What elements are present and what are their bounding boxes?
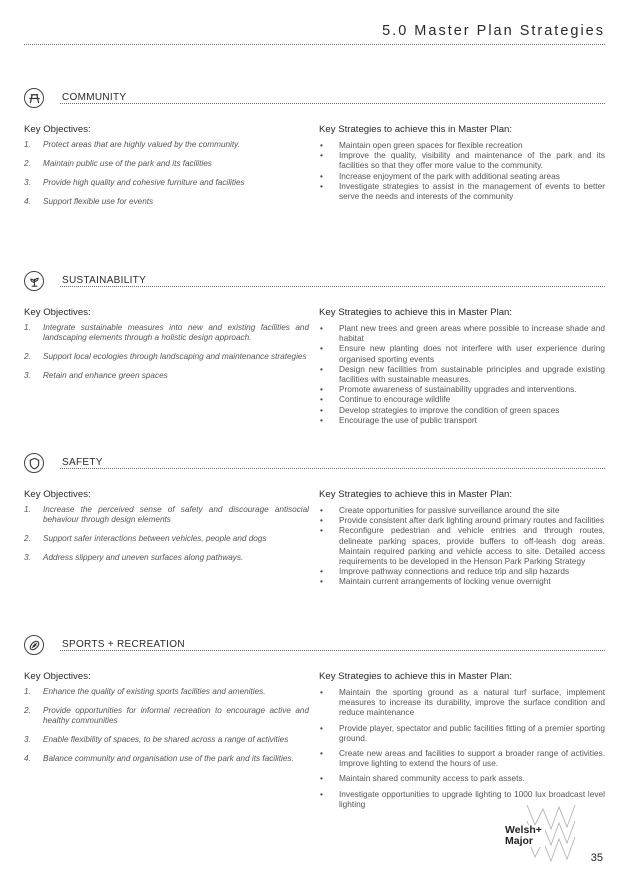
- brand-logo: [505, 803, 585, 863]
- strategy-item: • Provide consistent after dark lighting around primary routes and facilities: [319, 515, 605, 525]
- strategy-item: • Maintain shared community access to park assets.: [319, 773, 605, 783]
- strategies-column: [319, 489, 605, 587]
- objective-item: 3. Enable flexibility of spaces, to be shared across a range of activities: [24, 735, 289, 744]
- strategies-heading: Key Strategies to achieve this in Master Plan:: [319, 124, 513, 135]
- objectives-heading: Key Objectives:: [24, 671, 91, 682]
- section-sustainability: [24, 271, 605, 425]
- objectives-column: [24, 124, 309, 216]
- strategies-column: [319, 671, 605, 814]
- strategy-item: • Investigate opportunities to upgrade lighting to 1000 lux broadcast level lighting: [319, 789, 605, 809]
- section-header: [24, 88, 605, 112]
- objective-item: 1. Enhance the quality of existing sports facilities and amenities.: [24, 687, 266, 696]
- strategies-heading: Key Strategies to achieve this in Master Plan:: [319, 307, 513, 318]
- strategy-item: • Create new areas and facilities to support a broader range of activities. Improve lighting to extend the hours of use.: [319, 748, 605, 768]
- section-header: [24, 453, 605, 477]
- objective-item: 1. Increase the perceived sense of safety and discourage antisocial behaviour through design elements: [24, 505, 309, 524]
- page-number: 35: [590, 852, 603, 864]
- leaf-icon: [24, 271, 44, 291]
- objectives-column: [24, 489, 309, 572]
- strategy-item: • Plant new trees and green areas where possible to increase shade and habitat: [319, 323, 605, 343]
- strategies-column: [319, 307, 605, 425]
- objective-item: 3. Retain and enhance green spaces: [24, 371, 168, 380]
- shield-icon: [24, 453, 44, 473]
- section-safety: [24, 453, 605, 587]
- section-title: SPORTS + RECREATION: [62, 639, 185, 650]
- page-header: [24, 22, 605, 45]
- strategy-item: • Provide player, spectator and public facilities fitting of a premier sporting ground.: [319, 723, 605, 743]
- section-divider: [60, 650, 605, 651]
- objective-item: 4. Balance community and organisation use of the park and its facilities.: [24, 754, 294, 763]
- section-divider: [60, 103, 605, 104]
- strategy-item: • Maintain the sporting ground as a natural turf surface, implement measures to increase its durability, improve the surface condition and reduce maintenance: [319, 687, 605, 718]
- strategy-item: • Create opportunities for passive surveillance around the site: [319, 505, 605, 515]
- strategy-item: • Develop strategies to improve the condition of green spaces: [319, 405, 605, 415]
- section-title: SUSTAINABILITY: [62, 275, 147, 286]
- picnic-table-icon: [24, 88, 44, 108]
- strategy-item: • Increase enjoyment of the park with additional seating areas: [319, 171, 605, 181]
- section-community: [24, 88, 605, 206]
- objective-item: 2. Provide opportunities for informal recreation to encourage active and healthy communities: [24, 706, 309, 725]
- objective-item: 2. Support safer interactions between vehicles, people and dogs: [24, 534, 267, 543]
- objective-item: 1. Integrate sustainable measures into new and existing facilities and landscaping elements through a holistic design approach.: [24, 323, 309, 342]
- strategy-item: • Promote awareness of sustainability upgrades and interventions.: [319, 384, 605, 394]
- strategies-heading: Key Strategies to achieve this in Master Plan:: [319, 671, 513, 682]
- objective-item: 3. Address slippery and uneven surfaces along pathways.: [24, 553, 244, 562]
- strategies-column: [319, 124, 605, 201]
- ball-icon: [24, 635, 44, 655]
- objectives-heading: Key Objectives:: [24, 307, 91, 318]
- strategy-item: • Encourage the use of public transport: [319, 415, 605, 425]
- strategies-heading: Key Strategies to achieve this in Master Plan:: [319, 489, 513, 500]
- page-title: 5.0 Master Plan Strategies: [382, 23, 605, 39]
- strategy-item: • Maintain current arrangements of locking venue overnight: [319, 576, 605, 586]
- section-divider: [60, 468, 605, 469]
- strategy-item: • Investigate strategies to assist in the management of events to better serve the needs and interests of the community: [319, 181, 605, 201]
- objectives-column: [24, 307, 309, 390]
- section-title: COMMUNITY: [62, 92, 127, 103]
- objectives-heading: Key Objectives:: [24, 124, 91, 135]
- section-divider: [60, 286, 605, 287]
- objective-item: 2. Support local ecologies through landscaping and maintenance strategies: [24, 352, 307, 361]
- objective-item: 1. Protect areas that are highly valued by the community.: [24, 140, 240, 149]
- strategy-item: • Maintain open green spaces for flexible recreation: [319, 140, 605, 150]
- objectives-heading: Key Objectives:: [24, 489, 91, 500]
- strategy-item: • Ensure new planting does not interfere with user experience during organised sporting events: [319, 343, 605, 363]
- logo-text: Welsh+ Major: [505, 825, 545, 847]
- section-sports-recreation: [24, 635, 605, 809]
- strategy-item: • Design new facilities from sustainable principles and upgrade existing facilities with sustainable measures.: [319, 364, 605, 384]
- objectives-column: [24, 671, 309, 773]
- section-header: [24, 635, 605, 659]
- strategy-item: • Improve the quality, visibility and maintenance of the park and its facilities so that they offer more value to the community.: [319, 150, 605, 170]
- objective-item: 3. Provide high quality and cohesive furniture and facilities: [24, 178, 245, 187]
- strategy-item: • Reconfigure pedestrian and vehicle entries and through routes, delineate parking spaces, provide buffers to off-leash dog areas. Maintain required parking and vehicle access to site. Detailed access requirements to be developed in the Henson Park Parking Strategy: [319, 525, 605, 566]
- objective-item: 4. Support flexible use for events: [24, 197, 154, 206]
- section-header: [24, 271, 605, 295]
- objective-item: 2. Maintain public use of the park and its facilities: [24, 159, 212, 168]
- strategy-item: • Improve pathway connections and reduce trip and slip hazards: [319, 566, 605, 576]
- strategy-item: • Continue to encourage wildlife: [319, 394, 605, 404]
- section-title: SAFETY: [62, 457, 103, 468]
